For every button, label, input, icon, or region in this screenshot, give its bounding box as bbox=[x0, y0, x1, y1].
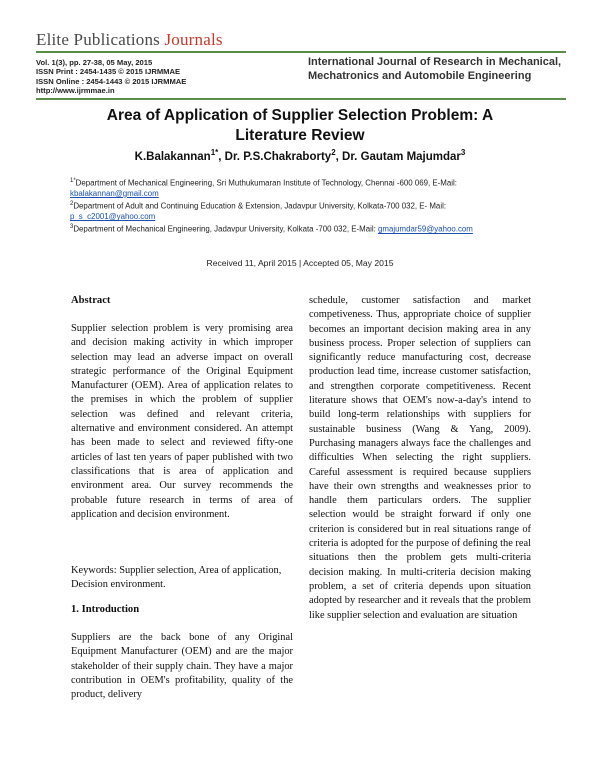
volume-line: Vol. 1(3), pp. 27-38, 05 May, 2015 bbox=[36, 58, 153, 67]
affiliation-1-text: Department of Mechanical Engineering, Sri Muthukumaran Institute of Technology, Chennai -600 069, E-Mail: bbox=[75, 178, 457, 188]
title-line-2: Literature Review bbox=[235, 127, 365, 144]
affiliation-3-sup: 3 bbox=[70, 224, 74, 231]
received-accepted-dates: Received 11, April 2015 | Accepted 05, May 2015 bbox=[206, 258, 394, 268]
issn-online: ISSN Online : 2454-1443 © 2015 IJRMMAE bbox=[36, 76, 187, 86]
publisher-brand bbox=[36, 30, 223, 50]
paper-title bbox=[60, 106, 540, 146]
title-line-1: Area of Application of Supplier Selection Problem: A bbox=[106, 107, 494, 124]
author-sep-1: , bbox=[218, 150, 225, 163]
brand-journals: Journals bbox=[164, 30, 223, 49]
affiliation-2 bbox=[70, 199, 530, 222]
author-3-sup: 3 bbox=[460, 148, 466, 157]
author-1-sup: 1* bbox=[210, 148, 219, 157]
introduction-heading: 1. Introduction bbox=[71, 604, 140, 615]
affiliation-1-email[interactable]: kbalakannan@gmail.com bbox=[70, 188, 159, 198]
abstract-body: Supplier selection problem is very promising area and decision making activity in which improper selection may lead an adverse impact on overall strategic performance of the Original Equipment Manufacturer (OEM). Area of application relates to the premises in which the problem of supplier selection was defined and relevant criteria, alternative and environment considered. An attempt has been made to select and reviewed fifty-one articles of last ten years of paper published with two classifications that is area of application and environment area. Our survey recommends the probable future research in terms of area of application and decision environment. bbox=[71, 323, 293, 520]
journal-name: International Journal of Research in Mechanical, Mechatronics and Automobile Engineering bbox=[308, 56, 562, 82]
keywords: Keywords: Supplier selection, Area of application, Decision environment. bbox=[71, 565, 282, 591]
header-rule-bottom bbox=[36, 98, 566, 100]
author-1: K.Balakannan bbox=[134, 150, 211, 163]
author-list bbox=[60, 148, 540, 163]
journal-url[interactable]: http://www.ijrmmae.in bbox=[36, 86, 115, 96]
issue-meta bbox=[36, 58, 286, 96]
affiliation-1 bbox=[70, 176, 530, 199]
affiliations bbox=[70, 176, 530, 235]
affiliation-1-sup: 1* bbox=[70, 178, 76, 184]
affiliation-2-sup: 2 bbox=[70, 201, 74, 208]
introduction-body-right: schedule, customer satisfaction and market competiveness. Thus, appropriate choice of supplier becomes an important decision making area in any business process. Proper selection of suppliers can significantly reduce manufacturing cost, decrease production lead time, increase customer satisfaction, and strengthen corporate competitiveness. Recent literature shows that OEM's now-a-day's intend to build long-term relationships with suppliers for sustainable business (Wang & Yang, 2009). Purchasing managers always face the challenges and difficulties When selecting the right suppliers. Careful assessment is required because suppliers have their own strengths and weaknesses prior to handle them particulars orders. The supplier selection would be straight forward if only one criterion is considered but in real situations range of criteria is adopted for the purpose of defining the real situations then the problem gets multi-criteria decision making. In multi-criteria decision making problem, a set of criteria depends upon situation adopted by researcher and it reveals that the problem like supplier selection and evaluation are situation bbox=[309, 295, 531, 621]
header-rule bbox=[36, 51, 566, 53]
abstract-heading: Abstract bbox=[71, 295, 111, 306]
affiliation-3-text: Department of Mechanical Engineering, Jadavpur University, Kolkata -700 032, E-Mail: bbox=[73, 225, 379, 235]
author-sep-2: , bbox=[335, 150, 343, 163]
affiliation-2-text: Department of Adult and Continuing Education & Extension, Jadavpur University, Kolkata-700 032, E- Mail: bbox=[73, 201, 447, 211]
author-2: Dr. P.S.Chakraborty bbox=[224, 150, 332, 163]
author-3: Dr. Gautam Majumdar bbox=[342, 150, 461, 163]
author-2-sup: 2 bbox=[331, 148, 336, 157]
affiliation-2-email[interactable]: p_s_c2001@yahoo.com bbox=[70, 212, 156, 222]
brand-name: Elite Publications bbox=[36, 30, 165, 49]
issn-print: ISSN Print : 2454-1435 © 2015 IJRMMAE bbox=[36, 67, 181, 77]
affiliation-3-email[interactable]: gmajumdar59@yahoo.com bbox=[378, 225, 473, 235]
affiliation-3 bbox=[70, 222, 530, 235]
introduction-body-left: Suppliers are the back bone of any Original Equipment Manufacturer (OEM) and are the major stakeholder of their supply chain. They have a major contribution in OEM's profitability, quality of the product, delivery bbox=[71, 632, 293, 701]
